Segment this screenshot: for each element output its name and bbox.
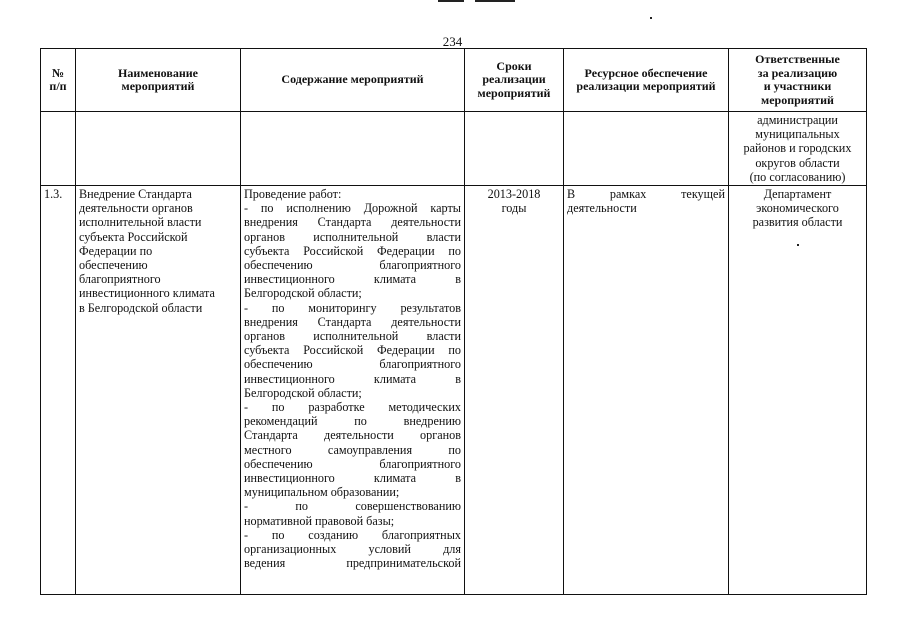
row-resources-cell: В рамках текущей деятельности xyxy=(564,186,729,595)
measures-table xyxy=(40,48,867,595)
cont-terms-cell xyxy=(465,112,564,186)
header-row xyxy=(41,49,867,112)
row-num-cell: 1.3. xyxy=(41,186,76,595)
table-row xyxy=(41,186,867,595)
cont-name-cell xyxy=(76,112,241,186)
header-name: Наименование мероприятий xyxy=(76,49,241,112)
cont-content-cell xyxy=(241,112,465,186)
row-terms-cell: 2013-2018 годы xyxy=(465,186,564,595)
header-content: Содержание мероприятий xyxy=(241,49,465,112)
row-responsible-cell: Департамент экономического развития области xyxy=(729,186,867,595)
scan-dot xyxy=(650,17,652,19)
continuation-row xyxy=(41,112,867,186)
scan-mark xyxy=(475,0,515,2)
scan-mark xyxy=(438,0,464,2)
header-num: № п/п xyxy=(41,49,76,112)
cont-num-cell xyxy=(41,112,76,186)
header-resources: Ресурсное обеспечение реализации мероприятий xyxy=(564,49,729,112)
row-content-cell: Проведение работ: - по исполнению Дорожной карты внедрения Стандарта деятельности органов исполнительной власти субъекта Российской Федерации по обеспечению благоприятного инвестиционного климата в Белгородской области; - по мониторингу результатов внедрения Стандарта деятельности органов исполнительной власти субъекта Российской Федерации по обеспечению благоприятного инвестиционного климата в Белгородской области; - по разработке методических рекомендаций по внедрению Стандарта деятельности органов местного самоуправления по обеспечению благоприятного инвестиционного климата в муниципальном образовании; - по совершенствованию нормативной правовой базы; - по созданию благоприятных организационных условий для ведения предпринимательской xyxy=(241,186,465,595)
cont-resources-cell xyxy=(564,112,729,186)
header-terms: Сроки реализации мероприятий xyxy=(465,49,564,112)
resources-first-line: В рамках текущей xyxy=(567,187,725,202)
header-responsible: Ответственные за реализацию и участники мероприятий xyxy=(729,49,867,112)
cont-responsible-cell: администрации муниципальных районов и городских округов области (по согласованию) xyxy=(729,112,867,186)
row-name-cell: Внедрение Стандарта деятельности органов исполнительной власти субъекта Российской Федерации по обеспечению благоприятного инвестиционного климата в Белгородской области xyxy=(76,186,241,595)
page-number: 234 xyxy=(442,34,463,49)
